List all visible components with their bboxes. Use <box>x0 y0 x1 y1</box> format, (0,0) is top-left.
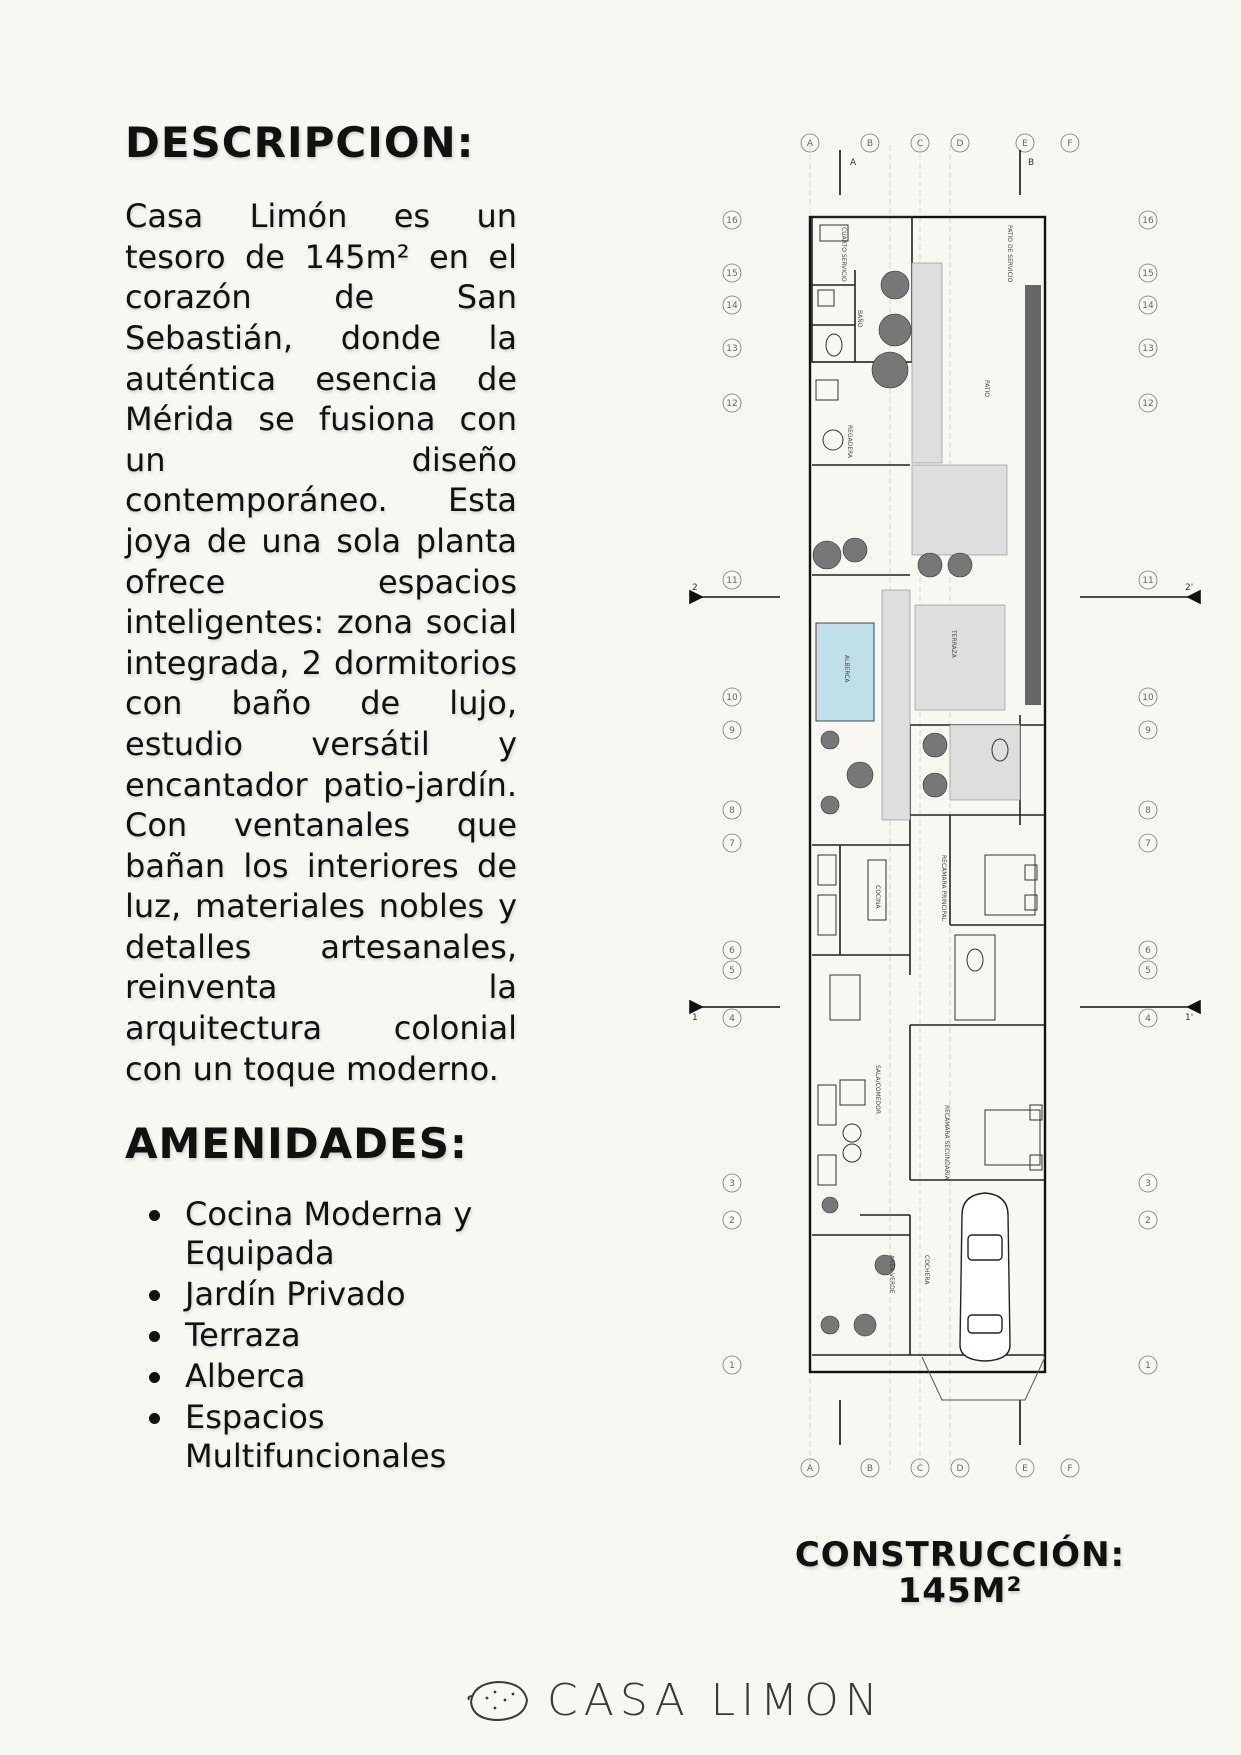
svg-text:16: 16 <box>726 216 738 226</box>
bullet-icon <box>149 1331 160 1342</box>
entry-ramp <box>922 1357 1045 1400</box>
svg-text:10: 10 <box>726 693 738 703</box>
construction-value: 145M² <box>897 1571 1023 1611</box>
svg-text:2: 2 <box>729 1216 735 1226</box>
amenity-item: Espacios Multifuncionales <box>125 1398 517 1476</box>
svg-text:SALA/COMEDOR: SALA/COMEDOR <box>874 1065 881 1115</box>
grid-letters-top <box>801 134 1079 152</box>
svg-text:A: A <box>850 158 857 168</box>
svg-text:A: A <box>806 1464 814 1474</box>
bullet-icon <box>149 1290 160 1301</box>
svg-text:BAÑO: BAÑO <box>856 310 863 328</box>
svg-text:8: 8 <box>729 806 735 816</box>
grid-numbers-right <box>1139 211 1157 1374</box>
amenity-item: Cocina Moderna y Equipada <box>125 1195 517 1273</box>
svg-text:ALBERCA: ALBERCA <box>843 655 850 683</box>
svg-text:F: F <box>1067 139 1073 149</box>
svg-text:E: E <box>1022 1464 1028 1474</box>
svg-text:D: D <box>956 139 964 149</box>
svg-text:2': 2' <box>1185 583 1194 593</box>
svg-text:B: B <box>866 1464 874 1474</box>
svg-text:E: E <box>1022 139 1028 149</box>
svg-text:RECAMARA SECUNDARIA: RECAMARA SECUNDARIA <box>943 1105 950 1180</box>
svg-text:9: 9 <box>1145 726 1151 736</box>
amenities-list <box>125 1195 517 1476</box>
svg-text:PATIO DE SERVICIO: PATIO DE SERVICIO <box>1006 225 1013 283</box>
svg-text:9: 9 <box>729 726 735 736</box>
grid-letters-bottom <box>801 1459 1079 1477</box>
svg-text:COCINA: COCINA <box>874 885 881 909</box>
svg-text:D: D <box>956 1464 964 1474</box>
svg-text:12: 12 <box>726 399 738 409</box>
svg-text:4: 4 <box>729 1014 735 1024</box>
svg-text:15: 15 <box>1142 269 1154 279</box>
svg-text:3: 3 <box>729 1179 735 1189</box>
svg-text:1: 1 <box>729 1361 735 1371</box>
left-column <box>125 120 517 1478</box>
svg-text:11: 11 <box>1142 576 1154 586</box>
logo-text: CASA LIMON <box>547 1674 884 1726</box>
lemon-icon <box>465 1676 531 1724</box>
svg-text:6: 6 <box>729 946 735 956</box>
description-text: Casa Limón es un tesoro de 145m² en el corazón de San Sebastián, donde la auténtica esencia de Mérida se fusiona con un diseño contemporáneo. Esta joya de una sola planta ofrece espacios inteligentes: zona social integrada, 2 dormitorios con baño de lujo, estudio versátil y encantador patio-jardín. Con ventanales que bañan los interiores de luz, materiales nobles y detalles artesanales, reinventa la arquitectura colonial con un toque moderno. <box>125 197 517 1088</box>
svg-text:5: 5 <box>1145 966 1151 976</box>
construction-area <box>760 1537 1160 1609</box>
svg-text:11: 11 <box>726 576 738 586</box>
amenity-item: Terraza <box>125 1316 517 1355</box>
bullet-icon <box>149 1210 160 1221</box>
svg-text:F: F <box>1067 1464 1073 1474</box>
svg-text:4: 4 <box>1145 1014 1151 1024</box>
svg-text:6: 6 <box>1145 946 1151 956</box>
svg-text:AREA VERDE: AREA VERDE <box>888 1255 895 1294</box>
svg-text:1: 1 <box>1145 1361 1151 1371</box>
brand-logo <box>465 1670 884 1730</box>
svg-text:12: 12 <box>1142 399 1154 409</box>
svg-text:C: C <box>916 1464 924 1474</box>
svg-text:14: 14 <box>1142 301 1154 311</box>
svg-text:1: 1 <box>692 1013 698 1023</box>
amenities-heading: AMENIDADES: <box>125 1119 468 1169</box>
construction-label: CONSTRUCCIÓN: <box>794 1535 1126 1575</box>
svg-text:2: 2 <box>692 583 698 593</box>
svg-text:13: 13 <box>726 344 738 354</box>
svg-text:A: A <box>806 139 814 149</box>
svg-text:13: 13 <box>1142 344 1154 354</box>
floor-plan <box>680 125 1210 1490</box>
svg-text:C: C <box>916 139 924 149</box>
svg-text:8: 8 <box>1145 806 1151 816</box>
svg-text:CUARTO SERVICIO: CUARTO SERVICIO <box>840 227 847 282</box>
svg-text:TERRAZA: TERRAZA <box>950 630 957 658</box>
svg-text:14: 14 <box>726 301 738 311</box>
svg-text:B: B <box>866 139 874 149</box>
amenity-item: Jardín Privado <box>125 1275 517 1314</box>
description-heading: DESCRIPCION: <box>125 118 475 167</box>
svg-text:3: 3 <box>1145 1179 1151 1189</box>
svg-text:RECAMARA PRINCIPAL: RECAMARA PRINCIPAL <box>940 855 947 922</box>
section-cut-lines <box>690 150 1200 1445</box>
bullet-icon <box>149 1413 160 1424</box>
terrace-decks <box>882 263 1020 820</box>
svg-text:PATIO: PATIO <box>983 380 990 398</box>
svg-text:1': 1' <box>1185 1013 1194 1023</box>
svg-text:5: 5 <box>729 966 735 976</box>
garden-hedge <box>1025 285 1041 705</box>
svg-text:15: 15 <box>726 269 738 279</box>
svg-text:7: 7 <box>729 839 735 849</box>
svg-text:REGADERA: REGADERA <box>846 425 853 459</box>
car-icon <box>960 1193 1010 1361</box>
amenity-item: Alberca <box>125 1357 517 1396</box>
grid-numbers-left <box>723 211 741 1374</box>
svg-text:COCHERA: COCHERA <box>923 1255 930 1285</box>
svg-text:16: 16 <box>1142 216 1154 226</box>
bullet-icon <box>149 1372 160 1383</box>
svg-text:7: 7 <box>1145 839 1151 849</box>
svg-text:10: 10 <box>1142 693 1154 703</box>
svg-text:B: B <box>1028 158 1035 168</box>
svg-text:2: 2 <box>1145 1216 1151 1226</box>
